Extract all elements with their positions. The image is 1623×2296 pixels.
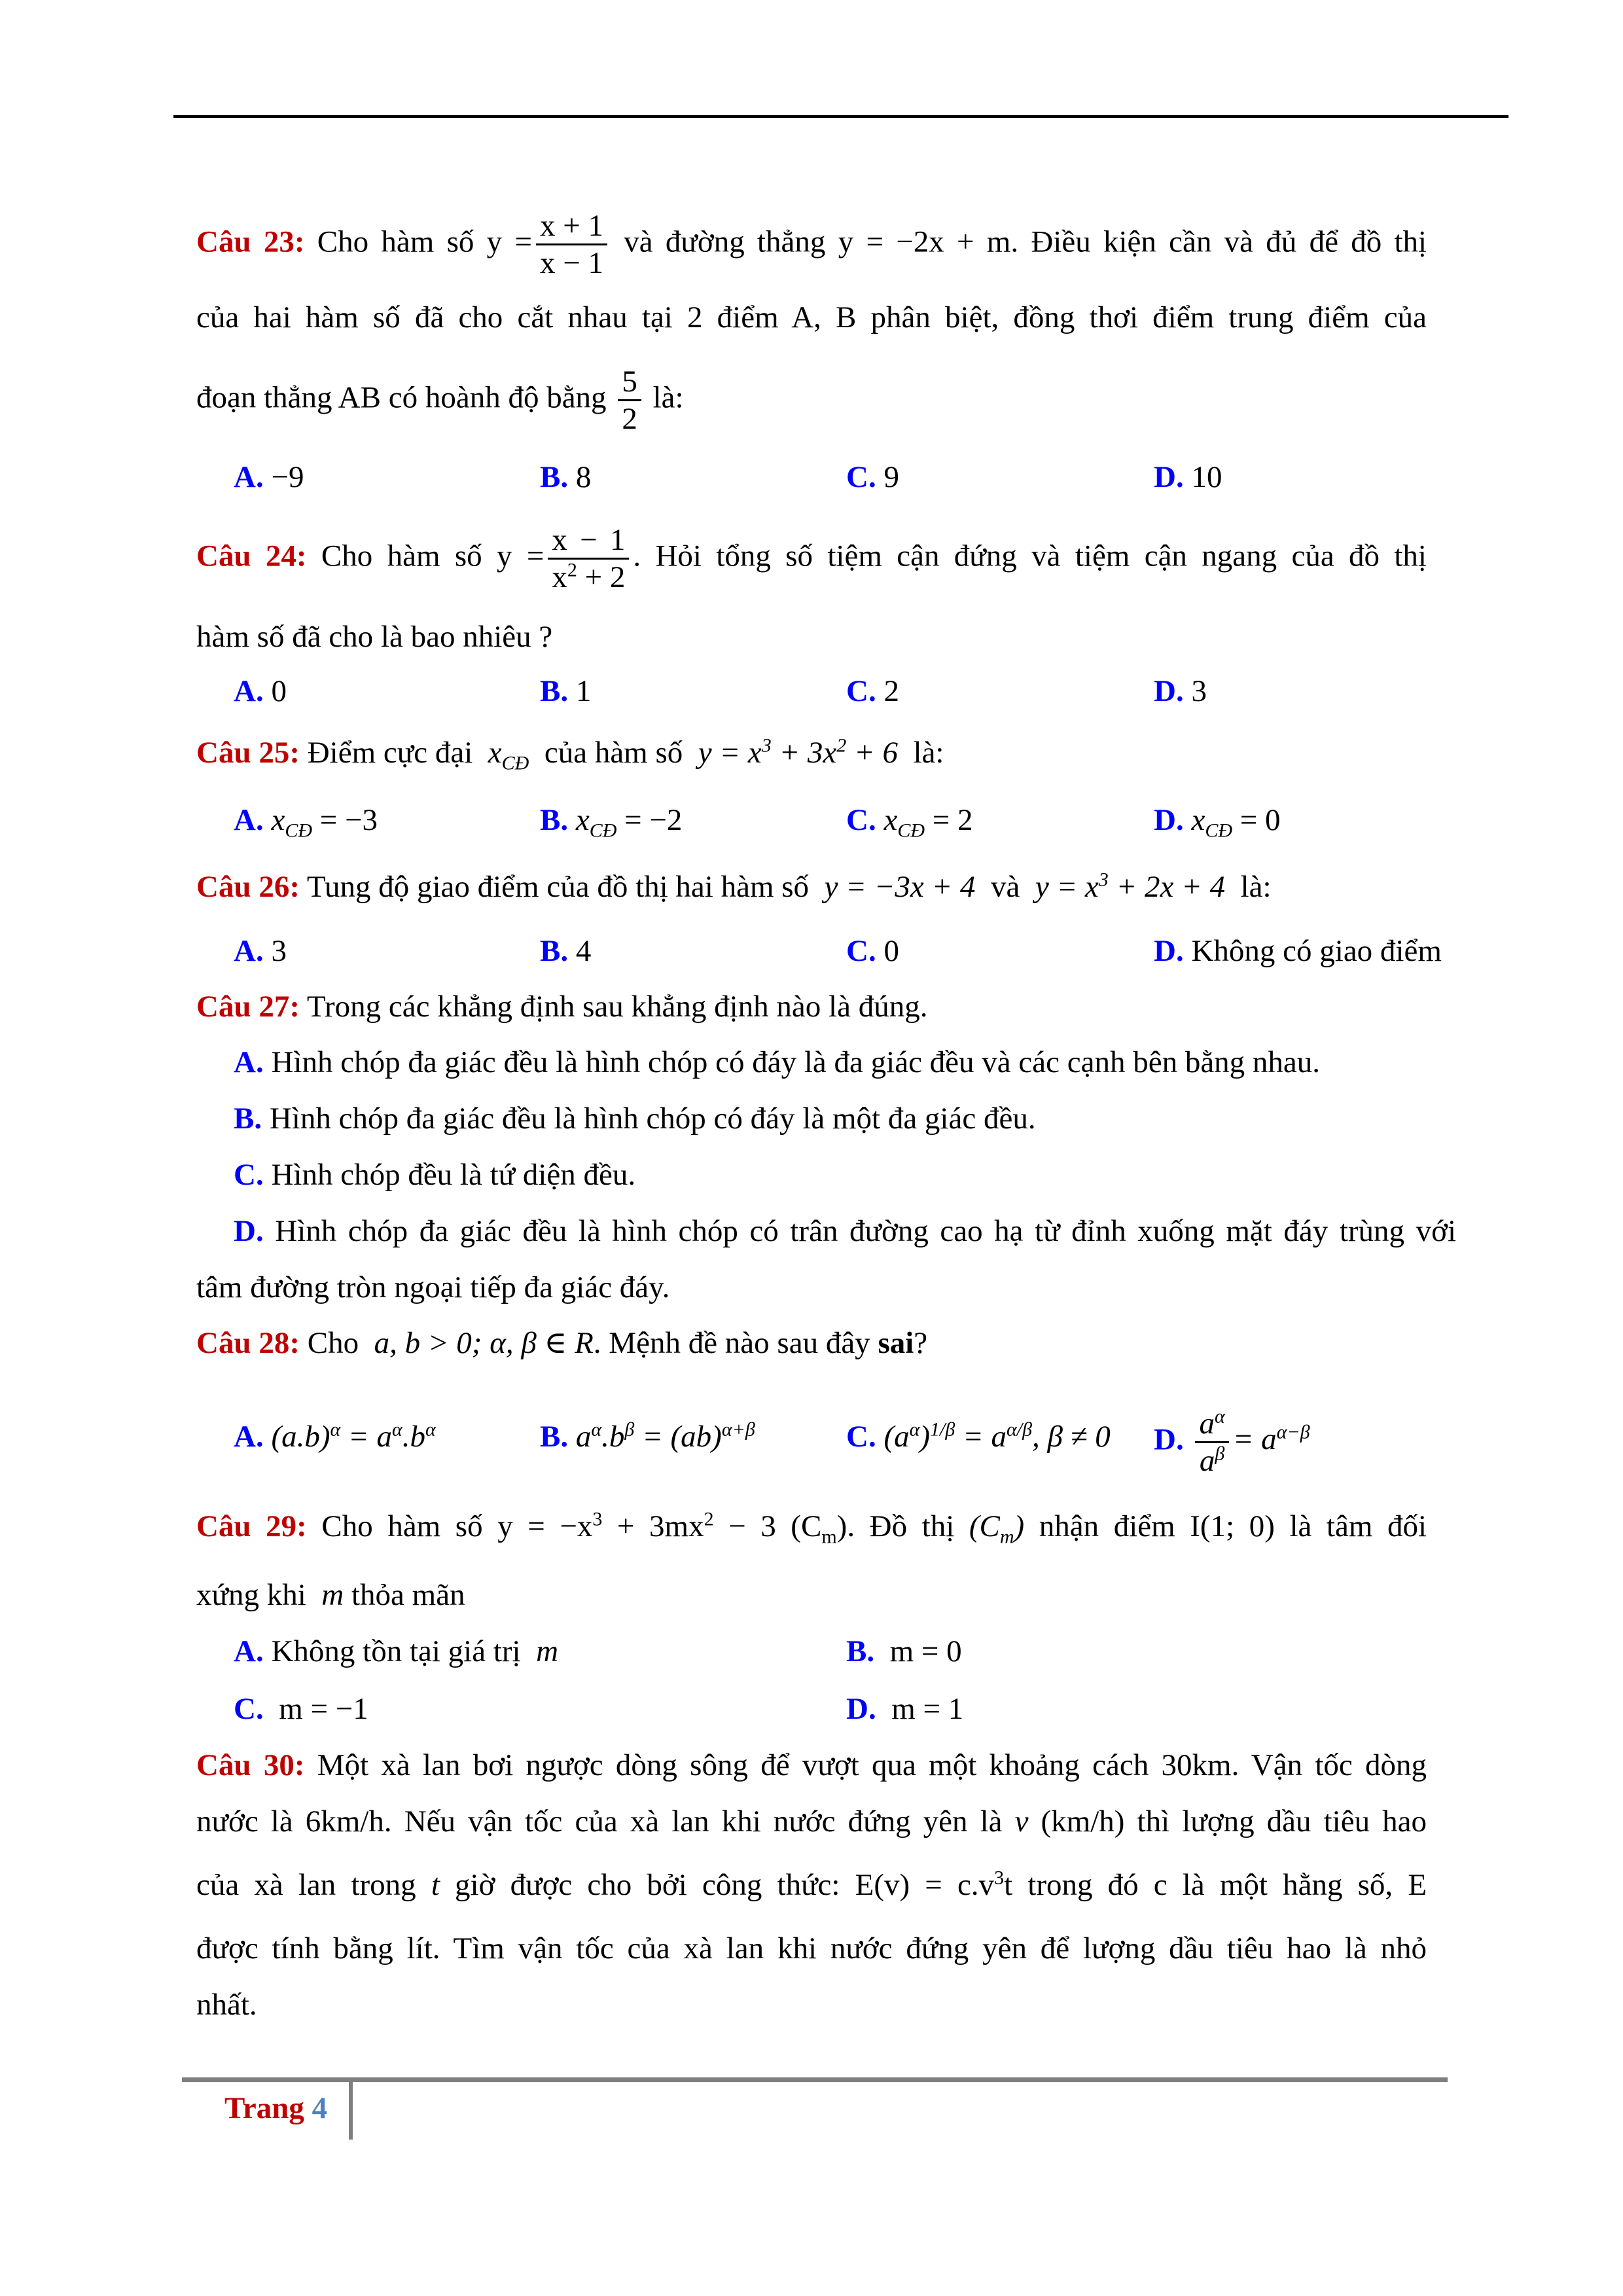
- q23-option-c: C. 9: [846, 460, 899, 494]
- q27-label: Câu 27:: [196, 990, 300, 1024]
- q30-line3: của xà lan trong t giờ được cho bởi công thức: $E(v) = c.v^3t$ trong đó c là một hằng số, E: [196, 1867, 1427, 1902]
- q29-option-a: A. Không tồn tại giá trị m: [234, 1634, 559, 1668]
- q29-label: Câu 29:: [196, 1509, 307, 1543]
- q30-line4: được tính bằng lít. Tìm vận tốc của xà lan khi nước đứng yên để lượng dầu tiêu hao là nhỏ: [196, 1931, 1427, 1965]
- q29-line2: xứng khi m thỏa mãn: [196, 1578, 465, 1612]
- q28-option-b: B. $a^\alpha.b^\beta = (ab)^{\alpha+\beta}$: [540, 1418, 755, 1454]
- q30-line2: nước là 6km/h. Nếu vận tốc của xà lan khi nước đứng yên là v (km/h) thì lượng dầu tiêu hao: [196, 1804, 1427, 1839]
- q25-option-d: D. $x_{CĐ} = 0$: [1154, 803, 1281, 842]
- header-rule: [173, 115, 1508, 118]
- q28-option-a: A. $(a.b)^\alpha = a^\alpha.b^\alpha$: [234, 1418, 436, 1454]
- q23-half: $\frac{5}{2}$: [618, 364, 641, 437]
- q24-option-b: B. 1: [540, 674, 592, 708]
- footer-divider: [349, 2082, 353, 2140]
- q28-option-c: C. $(a^\alpha)^{1/\beta} = a^{\alpha/\beta}$, β ≠ 0: [846, 1418, 1111, 1454]
- q26-option-c: C. 0: [846, 934, 899, 968]
- page-number: Trang 4: [224, 2091, 328, 2125]
- q24-option-c: C. 2: [846, 674, 899, 708]
- q26-label: Câu 26:: [196, 870, 300, 904]
- q29-line1: Câu 29: Cho hàm số $y = -x^3 + 3mx^2 - 3$ $(C_m)$. Đồ thị $(C_m)$ nhận điểm I(1; 0) là tâm đối: [196, 1508, 1427, 1548]
- q25-option-b: B. $x_{CĐ} = -2$: [540, 803, 683, 842]
- q28-option-d: D. $\frac{a^\alpha}{a^\beta}$ = $a^{\alpha-\beta}$: [1154, 1405, 1310, 1479]
- q25-option-c: C. $x_{CĐ} = 2$: [846, 803, 973, 842]
- q25-option-a: A. $x_{CĐ} = -3$: [234, 803, 378, 842]
- q23-label: Câu 23:: [196, 224, 305, 259]
- q24-line1: Câu 24: Cho hàm số y = $\frac{x - 1}{x^2 + 2}$ . Hỏi tổng số tiệm cận đứng và tiệm cận ngang của đồ thị: [196, 523, 1427, 595]
- q24-option-a: A. 0: [234, 674, 287, 708]
- q23-option-d: D. 10: [1154, 460, 1222, 494]
- q28-label: Câu 28:: [196, 1326, 300, 1360]
- q26-line1: Câu 26: Tung độ giao điểm của đồ thị hai hàm số y = −3x + 4 và $y = x^3 + 2x + 4$ là:: [196, 869, 1272, 904]
- q23-fraction: $\frac{x + 1}{x - 1}$: [536, 208, 607, 281]
- q27-line1: Câu 27: Trong các khẳng định sau khẳng định nào là đúng.: [196, 990, 928, 1024]
- footer-rule: [182, 2077, 1448, 2082]
- q30-line5: nhất.: [196, 1988, 257, 2022]
- q23-option-b: B. 8: [540, 460, 592, 494]
- q30-label: Câu 30:: [196, 1748, 305, 1782]
- q26-option-d: D. Không có giao điểm: [1154, 934, 1442, 968]
- q24-fraction: $\frac{x - 1}{x^2 + 2}$: [548, 522, 629, 595]
- q23-line2: của hai hàm số đã cho cắt nhau tại 2 điểm A, B phân biệt, đồng thơi điểm trung điểm của: [196, 300, 1427, 334]
- q28-d-fraction: $\frac{a^\alpha}{a^\beta}$: [1195, 1406, 1228, 1479]
- q29-option-d: D. m = 1: [846, 1692, 964, 1726]
- q25-label: Câu 25:: [196, 736, 300, 770]
- q24-label: Câu 24:: [196, 539, 307, 573]
- q26-option-b: B. 4: [540, 934, 592, 968]
- q27-option-a: A. Hình chóp đa giác đều là hình chóp có đáy là đa giác đều và các cạnh bên bằng nhau.: [234, 1045, 1321, 1079]
- q30-line1: Câu 30: Một xà lan bơi ngược dòng sông để vượt qua một khoảng cách 30km. Vận tốc dòng: [196, 1748, 1427, 1782]
- q23-line3: đoạn thẳng AB có hoành độ bằng $\frac{5}{2}$ là:: [196, 365, 684, 437]
- q23-option-a: A. −9: [234, 460, 304, 494]
- q27-option-c: C. Hình chóp đều là tứ diện đều.: [234, 1158, 636, 1192]
- q29-option-c: C. m = −1: [234, 1692, 368, 1726]
- q25-line1: Câu 25: Điểm cực đại $x_{CĐ}$ của hàm số $y = x^3 + 3x^2 + 6$ là:: [196, 734, 944, 774]
- q27-option-b: B. Hình chóp đa giác đều là hình chóp có đáy là một đa giác đều.: [234, 1102, 1036, 1136]
- q27-option-d: D. Hình chóp đa giác đều là hình chóp có trân đường cao hạ từ đỉnh xuống mặt đáy trùng với: [234, 1214, 1456, 1248]
- q26-option-a: A. 3: [234, 934, 287, 968]
- q23-line1: Câu 23: Cho hàm số y = $\frac{x + 1}{x - 1}$ và đường thẳng y = −2x + m. Điều kiện cần và đủ để đồ thị: [196, 209, 1427, 281]
- q24-option-d: D. 3: [1154, 674, 1207, 708]
- q29-option-b: B. m = 0: [846, 1634, 962, 1668]
- q28-line1: Câu 28: Cho a, b > 0; α, β ∈ R. Mệnh đề nào sau đây sai?: [196, 1326, 928, 1360]
- q27-option-d-cont: tâm đường tròn ngoại tiếp đa giác đáy.: [196, 1270, 670, 1304]
- q24-line2: hàm số đã cho là bao nhiêu ?: [196, 620, 553, 654]
